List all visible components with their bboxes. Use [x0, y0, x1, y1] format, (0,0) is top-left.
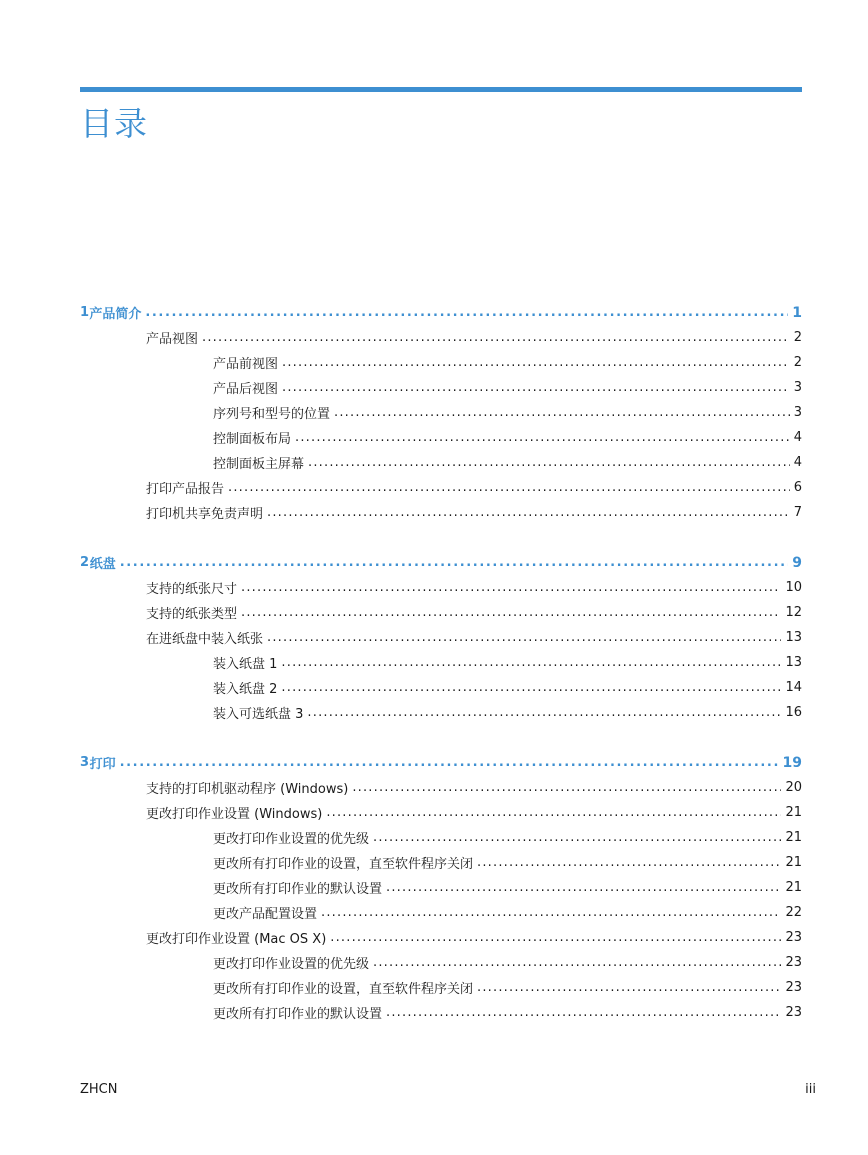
toc-entry-title: 控制面板布局: [213, 432, 292, 447]
toc-entry[interactable]: [80, 500, 802, 525]
toc-entry[interactable]: [80, 825, 802, 850]
toc-entry[interactable]: [80, 700, 802, 725]
toc-page-number: 3: [793, 380, 802, 395]
dot-leader: [373, 955, 781, 970]
toc-page-number: 13: [785, 630, 802, 645]
toc-entry-title: 纸盘: [89, 557, 116, 572]
toc-entry-title: 更改打印作业设置 (Windows): [146, 807, 323, 822]
toc-entry[interactable]: [80, 950, 802, 975]
toc-entry[interactable]: [80, 475, 802, 500]
toc-entry[interactable]: [80, 400, 802, 425]
toc-page-number: 4: [793, 430, 802, 445]
page-title: 目录: [80, 104, 148, 143]
toc-entry[interactable]: [80, 975, 802, 1000]
dot-leader: [145, 305, 788, 320]
toc-entry[interactable]: [80, 350, 802, 375]
toc-page-number: 19: [782, 754, 802, 771]
toc-entry[interactable]: [80, 625, 802, 650]
toc-page-number: 4: [793, 455, 802, 470]
toc-entry[interactable]: [80, 775, 802, 800]
dot-leader: [241, 605, 781, 620]
toc-entry-title: 支持的纸张尺寸: [146, 582, 238, 597]
toc-entry[interactable]: [80, 850, 802, 875]
toc-entry-title: 打印: [89, 757, 116, 772]
toc-page-number: 22: [785, 905, 802, 920]
dot-leader: [373, 830, 781, 845]
toc-entry[interactable]: [80, 375, 802, 400]
toc-entry-title: 在进纸盘中装入纸张: [146, 632, 264, 647]
dot-leader: [267, 630, 781, 645]
toc-entry[interactable]: [80, 575, 802, 600]
toc-chapter-entry[interactable]: [80, 550, 802, 575]
dot-leader: [282, 355, 790, 370]
toc-entry[interactable]: [80, 675, 802, 700]
dot-leader: [330, 930, 781, 945]
chapter-number: 3: [80, 755, 90, 770]
toc-entry-title: 更改所有打印作业的默认设置: [213, 1007, 383, 1022]
toc-page-number: 14: [785, 680, 802, 695]
chapter-number: 2: [80, 555, 90, 570]
toc-entry-title: 产品简介: [89, 307, 142, 322]
footer-language-code: ZHCN: [80, 1082, 118, 1097]
toc-entry-title: 更改所有打印作业的设置，直至软件程序关闭: [213, 982, 474, 997]
dot-leader: [386, 1005, 781, 1020]
toc-page-number: 2: [793, 330, 802, 345]
dot-leader: [120, 555, 789, 570]
toc-entry[interactable]: [80, 600, 802, 625]
dot-leader: [321, 905, 781, 920]
dot-leader: [295, 430, 790, 445]
toc-entry[interactable]: [80, 900, 802, 925]
dot-leader: [282, 380, 790, 395]
dot-leader: [334, 405, 790, 420]
dot-leader: [477, 980, 781, 995]
toc-entry[interactable]: [80, 800, 802, 825]
toc-entry-title: 更改产品配置设置: [213, 907, 318, 922]
toc-page-number: 23: [785, 955, 802, 970]
toc-page-number: 2: [793, 355, 802, 370]
toc-entry-title: 更改所有打印作业的设置，直至软件程序关闭: [213, 857, 474, 872]
dot-leader: [281, 655, 781, 670]
toc-entry-title: 更改打印作业设置的优先级: [213, 832, 370, 847]
toc-entry-title: 支持的打印机驱动程序 (Windows): [146, 782, 349, 797]
toc-entry[interactable]: [80, 425, 802, 450]
toc-entry-title: 产品视图: [146, 332, 199, 347]
toc-entry-title: 更改所有打印作业的默认设置: [213, 882, 383, 897]
toc-page-number: 13: [785, 655, 802, 670]
toc-page-number: 21: [785, 830, 802, 845]
toc-page-number: 9: [792, 554, 802, 571]
toc-page-number: 21: [785, 805, 802, 820]
toc-entry[interactable]: [80, 875, 802, 900]
toc-page-number: 10: [785, 580, 802, 595]
dot-leader: [202, 330, 790, 345]
table-of-contents: [80, 300, 802, 1025]
toc-page-number: 3: [793, 405, 802, 420]
toc-entry-title: 装入纸盘 2: [213, 682, 278, 697]
dot-leader: [241, 580, 781, 595]
dot-leader: [267, 505, 790, 520]
chapter-number: 1: [80, 305, 90, 320]
toc-entry-title: 序列号和型号的位置: [213, 407, 331, 422]
toc-page-number: 21: [785, 855, 802, 870]
toc-page-number: 21: [785, 880, 802, 895]
toc-entry-title: 打印产品报告: [146, 482, 225, 497]
dot-leader: [120, 755, 779, 770]
toc-entry-title: 控制面板主屏幕: [213, 457, 305, 472]
dot-leader: [281, 680, 781, 695]
toc-page-number: 23: [785, 1005, 802, 1020]
chapter-spacer: [80, 525, 802, 550]
toc-entry-title: 支持的纸张类型: [146, 607, 238, 622]
toc-entry-title: 产品后视图: [213, 382, 279, 397]
toc-entry-title: 更改打印作业设置的优先级: [213, 957, 370, 972]
dot-leader: [386, 880, 781, 895]
toc-entry-title: 产品前视图: [213, 357, 279, 372]
dot-leader: [308, 455, 790, 470]
toc-page-number: 23: [785, 980, 802, 995]
dot-leader: [352, 780, 781, 795]
chapter-spacer: [80, 725, 802, 750]
toc-page-number: 23: [785, 930, 802, 945]
toc-entry[interactable]: [80, 925, 802, 950]
dot-leader: [326, 805, 781, 820]
toc-entry-title: 打印机共享免责声明: [146, 507, 264, 522]
toc-entry[interactable]: [80, 325, 802, 350]
toc-page-number: 20: [785, 780, 802, 795]
header-rule: [80, 87, 802, 92]
dot-leader: [477, 855, 781, 870]
dot-leader: [307, 705, 781, 720]
toc-entry[interactable]: [80, 1000, 802, 1025]
toc-page-number: 12: [785, 605, 802, 620]
toc-chapter-entry[interactable]: [80, 750, 802, 775]
toc-page-number: 6: [793, 480, 802, 495]
toc-entry-title: 装入可选纸盘 3: [213, 707, 304, 722]
toc-page-number: 7: [793, 505, 802, 520]
toc-entry[interactable]: [80, 650, 802, 675]
toc-entry-title: 更改打印作业设置 (Mac OS X): [146, 932, 327, 947]
dot-leader: [228, 480, 790, 495]
toc-page-number: 16: [785, 705, 802, 720]
toc-chapter-entry[interactable]: [80, 300, 802, 325]
footer-page-number: iii: [805, 1082, 816, 1097]
toc-entry-title: 装入纸盘 1: [213, 657, 278, 672]
toc-page-number: 1: [792, 304, 802, 321]
toc-entry[interactable]: [80, 450, 802, 475]
